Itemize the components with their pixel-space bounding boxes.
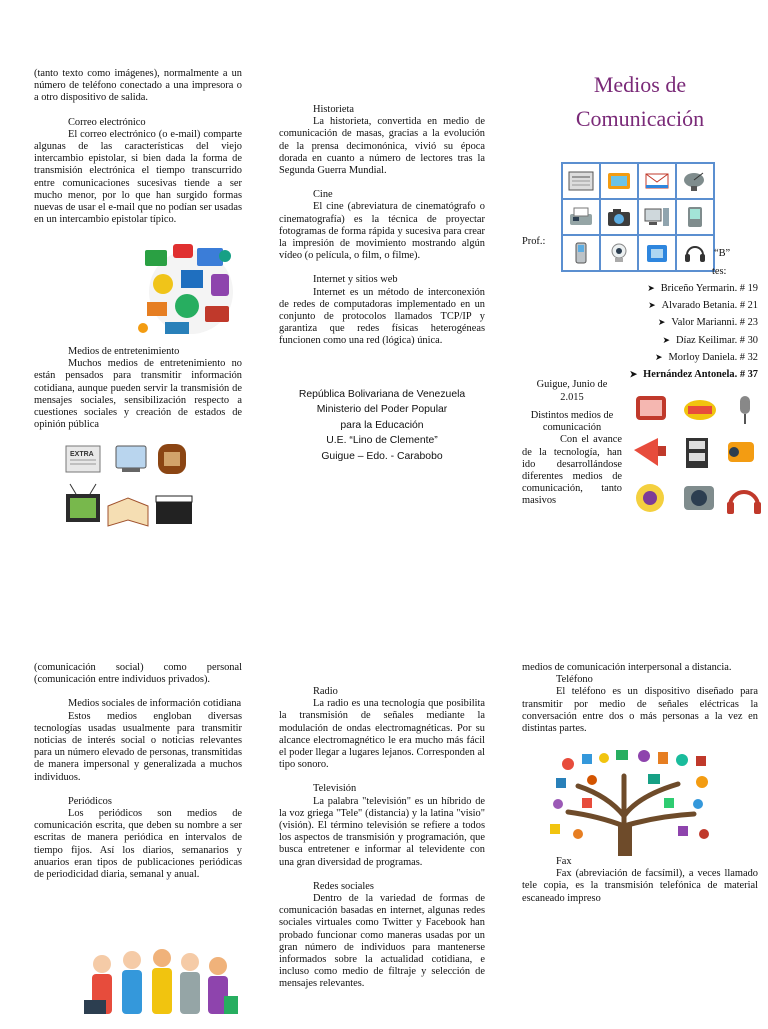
section-label: “B”	[714, 248, 731, 259]
entertainment-text: Muchos medios de entretenimiento no están pensados para transmitir información cotidiana, aunque pueden servir la transmisión de mensajes sociales, sensibilización respecto a cuestiones sociales y creación de estados de opinión pública	[34, 358, 242, 431]
entertainment-clipart	[62, 440, 198, 534]
fax-heading: Fax	[556, 856, 572, 867]
student-item: ➤ Alvarado Betania. # 21	[648, 300, 758, 312]
panel6-intro: medios de comunicación interpersonal a distancia.	[522, 662, 732, 673]
internet-text: Internet es un método de interconexión de redes de computadoras implementado en un conjunto de protocolos llamados TCP/IP y garantiza que redes físicas heterogéneas funcionen como una red (lógica) única.	[279, 286, 485, 347]
internet-heading: Internet y sitios web	[313, 274, 398, 286]
cine-heading: Cine	[313, 189, 333, 201]
fax-block	[522, 856, 758, 905]
panel-1	[34, 68, 242, 226]
cover-intro-heading: Distintos medios de comunicación	[530, 410, 614, 434]
panel-6	[522, 662, 758, 735]
computer-icon	[639, 200, 675, 234]
phone-text: El teléfono es un dispositivo diseñado para transmitir por medio de señales eléctricas la conversación entre dos o más personas a la vez en distintas partes.	[522, 686, 758, 735]
panel-5	[279, 686, 485, 991]
social-networks-heading: Redes sociales	[313, 880, 374, 892]
students-label: tes:	[712, 266, 727, 277]
tv-text: La palabra "televisión" es un híbrido de la voz griega "Tele" (distancia) y la latina "visio" (visión). El término televisión se refiere a todos los aspectos de transmisión y programación, que busca entretener e informar al televidente con una gran diversidad de programas.	[279, 795, 485, 868]
school-line-2: Ministerio del Poder Popular	[316, 404, 448, 416]
entertainment-block	[34, 346, 242, 431]
school-line-5: Guigue – Edo. - Carabobo	[321, 450, 443, 462]
telephone-icon	[639, 236, 675, 270]
tv-icon	[601, 164, 637, 198]
newspaper-icon	[563, 164, 599, 198]
school-line-1: República Bolivariana de Venezuela	[298, 389, 466, 400]
newspaper-extra-label: EXTRA	[70, 451, 94, 458]
people-clipart	[84, 944, 240, 1024]
students-list	[560, 280, 758, 383]
date-block	[524, 378, 620, 404]
email-heading: Correo electrónico	[68, 116, 146, 128]
student-item: ➤ Morloy Daniela. # 32	[654, 351, 758, 363]
social-media-heading: Medios sociales de información cotidiana	[68, 698, 242, 710]
cover-title	[540, 68, 740, 136]
cover-intro	[522, 410, 622, 508]
camera-icon	[601, 200, 637, 234]
tree-clipart	[548, 746, 714, 856]
newspapers-heading: Periódicos	[68, 795, 112, 807]
school-line-4: U.E. “Lino de Clemente”	[326, 435, 438, 447]
date-line-2: 2.015	[560, 392, 584, 403]
social-media-text: Estos medios engloban diversas tecnologías usadas usualmente para transmitir noticias de interés social o noticias relevantes para un número elevado de personas, transmitidas de manera impersonal y generalizada a muchos individuos.	[34, 710, 242, 783]
satellite-dish-icon	[677, 164, 713, 198]
panel-2	[279, 104, 485, 348]
school-info	[279, 387, 485, 464]
panel1-intro: (tanto texto como imágenes), normalmente a un número de teléfono conectado a una impresora o a otro dispositivo de salida.	[34, 68, 242, 104]
email-text: El correo electrónico (o e-mail) comparte algunas de las características del viejo intercambio epistolar, si bien dada la forma de transmisión electrónica el tiempo transcurrido entre comunicaciones sucesivas tiende a ser mucho menor, por lo que han surgido formas nuevas de usar el e-mail que no podían ser usadas en un intercambio epistolar típico.	[34, 128, 242, 226]
title-line-2: Comunicación	[575, 106, 705, 131]
radio-heading: Radio	[313, 686, 338, 697]
social-networks-text: Dentro de la variedad de formas de comunicación basadas en internet, algunas redes sociales virtuales como Twitter y Facebook han probado funcionar como maneras usadas por un gran número de individuos para mantenerse informados sobre la actualidad cotidiana, e incluso como medio de filtraje y selección de mensajes relevantes.	[279, 893, 485, 990]
email-clipart	[135, 240, 241, 344]
entertainment-heading: Medios de entretenimiento	[68, 346, 180, 357]
cover-intro-text: Con el avance de la tecnología, han ido desarrollándose diferentes medios de comunicación, tanto masivos	[522, 434, 622, 507]
mobile-phone-icon	[563, 236, 599, 270]
cover-media-icons	[630, 390, 764, 522]
fax-machine-icon	[563, 200, 599, 234]
historieta-heading: Historieta	[313, 104, 354, 115]
title-line-1: Medios de	[593, 72, 687, 97]
media-icon-grid	[561, 162, 715, 272]
webcam-icon	[601, 236, 637, 270]
newspapers-text: Los periódicos son medios de comunicación escrita, que deben su nombre a ser escritas de manera periódica en intervalos de tiempo fijos. Así los diarios, semanarios y anuarios eran tipos de publicaciones periódicas de periodicidad diaria, semanal y anual.	[34, 808, 242, 881]
phone-heading: Teléfono	[556, 674, 593, 686]
tv-heading: Televisión	[313, 783, 357, 795]
headset-icon	[677, 236, 713, 270]
date-line-1: Guigue, Junio de	[536, 379, 608, 390]
school-line-3: para la Educación	[340, 419, 424, 431]
cine-text: El cine (abreviatura de cinematógrafo o cinematografía) es la técnica de proyectar fotogramas de forma rápida y sucesiva para crear la impresión de movimiento mostrando algún vídeo (o película, o film, o filme).	[279, 201, 485, 262]
panel4-intro: (comunicación social) como personal (comunicación entre individuos privados).	[34, 662, 242, 686]
fax-text: Fax (abreviación de facsímil), a veces llamado tele copia, es la transmisión telefónica de material escaneado impreso	[522, 868, 758, 904]
student-item: ➤ Briceño Yermarin. # 19	[647, 283, 758, 294]
student-item: ➤ Díaz Keilimar. # 30	[662, 334, 758, 346]
prof-label: Prof.:	[522, 236, 546, 247]
student-item: ➤ Valor Marianni. # 23	[657, 317, 758, 329]
historieta-text: La historieta, convertida en medio de comunicación de masas, gracias a la evolución de la prensa decimonónica, vivió su época dorada en cuanto a número de lectores tras la Segunda Guerra Mundial.	[279, 116, 485, 177]
student-item: ➤ Hernández Antonela. # 37	[629, 369, 758, 381]
pda-icon	[677, 200, 713, 234]
radio-text: La radio es una tecnología que posibilita la transmisión de señales mediante la modulación de ondas electromagnéticas. Por su alcance electromagnético le era mucho más fácil el poder llegar a lugares lejanos. Corresponden al tipo sonoro.	[279, 698, 485, 771]
envelope-icon	[639, 164, 675, 198]
panel-4	[34, 662, 242, 881]
